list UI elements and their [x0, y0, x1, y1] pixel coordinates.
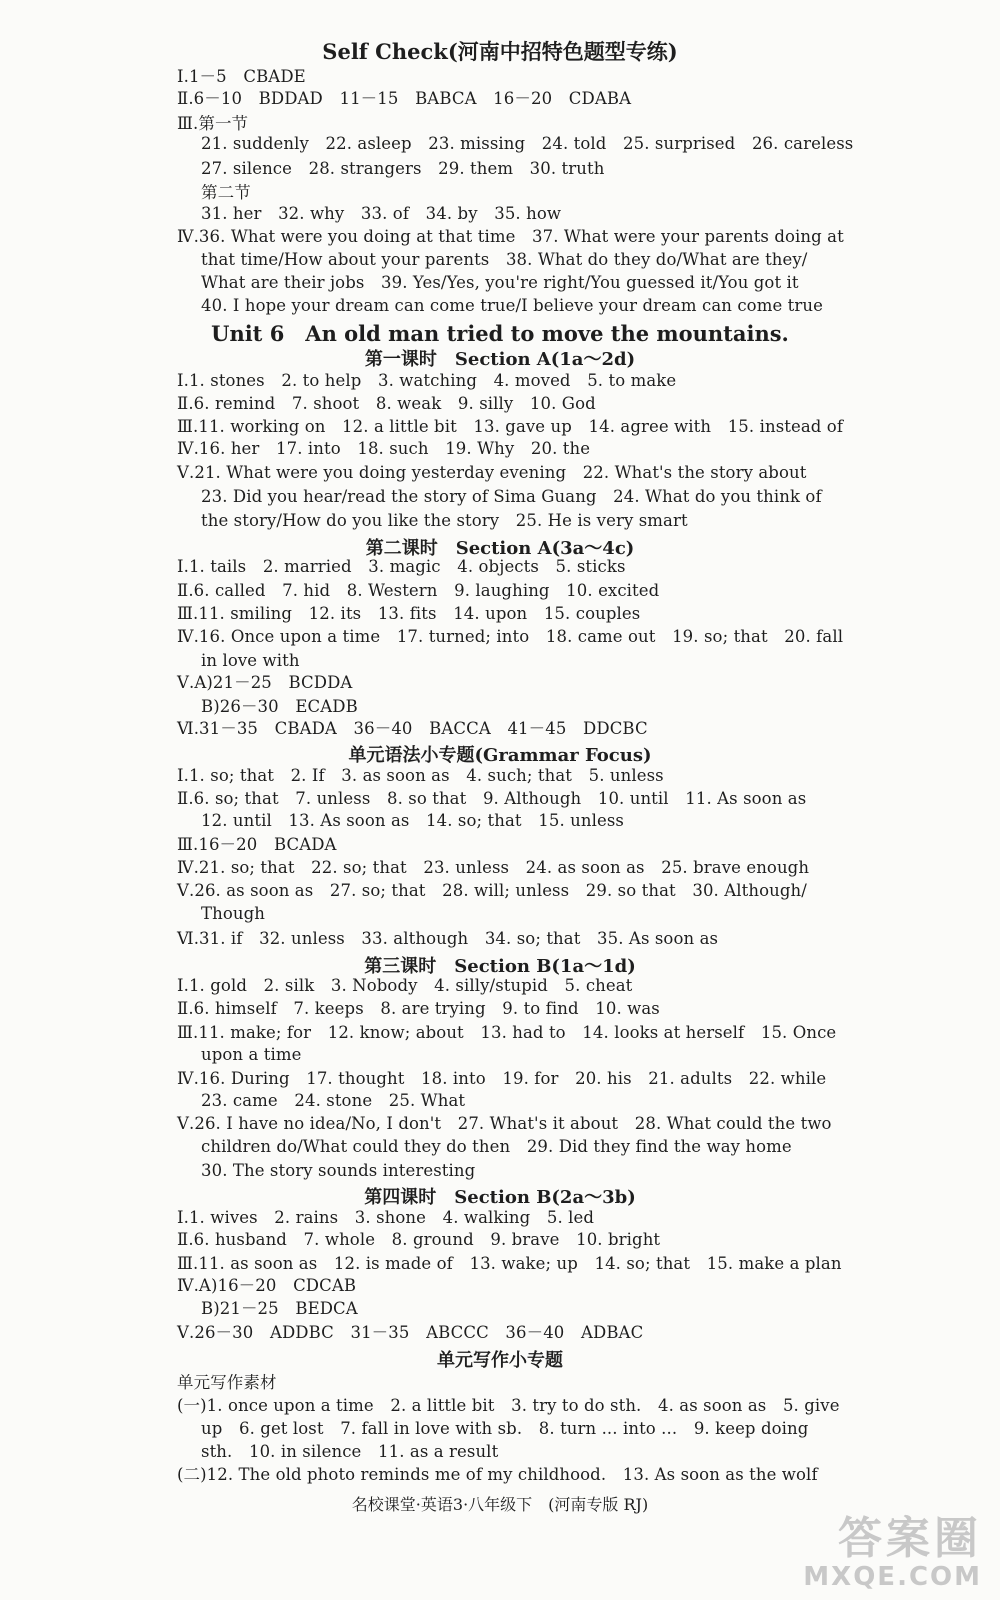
answer-line: in love with — [201, 651, 300, 670]
answer-line: Ⅰ.1. gold 2. silk 3. Nobody 4. silly/stupid 5. cheat — [177, 976, 633, 995]
answer-line: Ⅳ.16. Once upon a time 17. turned; into 18. came out 19. so; that 20. fall — [177, 627, 844, 646]
answer-line: the story/How do you like the story 25. He is very smart — [201, 511, 688, 530]
section-title: 单元语法小专题(Grammar Focus) — [348, 745, 652, 766]
answer-line: Ⅴ.26. I have no idea/No, I don't 27. What's it about 28. What could the two — [177, 1114, 832, 1133]
answer-line: 单元写作素材 — [177, 1373, 277, 1392]
answer-line: 23. came 24. stone 25. What — [201, 1091, 466, 1110]
answer-line: 12. until 13. As soon as 14. so; that 15. unless — [201, 811, 624, 830]
answer-line: that time/How about your parents 38. What do they do/What are they/ — [201, 250, 808, 269]
answer-line: Ⅰ.1. stones 2. to help 3. watching 4. moved 5. to make — [177, 371, 677, 390]
answer-line: Ⅲ.16－20 BCADA — [177, 835, 337, 854]
watermark-url: MXQE.COM — [803, 1562, 982, 1592]
answer-line: Ⅱ.6. called 7. hid 8. Western 9. laughing 10. excited — [177, 581, 660, 600]
answer-line: Ⅱ.6. husband 7. whole 8. ground 9. brave 10. bright — [177, 1230, 661, 1249]
section-title: 第四课时 Section B(2a～3b) — [364, 1187, 636, 1208]
answer-line: Ⅲ.11. smiling 12. its 13. fits 14. upon 15. couples — [177, 604, 641, 623]
answer-line: Ⅰ.1. wives 2. rains 3. shone 4. walking 5. led — [177, 1208, 595, 1227]
answer-line: 30. The story sounds interesting — [201, 1161, 476, 1180]
section-title: 第二课时 Section A(3a～4c) — [365, 538, 635, 559]
answer-line: Ⅱ.6. so; that 7. unless 8. so that 9. Although 10. until 11. As soon as — [177, 789, 807, 808]
answer-line: (二)12. The old photo reminds me of my childhood. 13. As soon as the wolf — [177, 1465, 818, 1484]
answer-line: Ⅵ.31. if 32. unless 33. although 34. so; that 35. As soon as — [177, 929, 719, 948]
answer-line: Ⅲ.第一节 — [177, 114, 249, 133]
answer-line: 23. Did you hear/read the story of Sima Guang 24. What do you think of — [201, 487, 822, 506]
answer-line: Ⅰ.1. tails 2. married 3. magic 4. objects 5. sticks — [177, 557, 626, 576]
answer-line: upon a time — [201, 1045, 302, 1064]
watermark-logo: 答案圈 — [838, 1513, 982, 1564]
section-title: Unit 6 An old man tried to move the mountains. — [211, 321, 789, 346]
answer-line: 31. her 32. why 33. of 34. by 35. how — [201, 204, 562, 223]
answer-line: Ⅴ.26. as soon as 27. so; that 28. will; unless 29. so that 30. Although/ — [177, 881, 807, 900]
answer-line: Ⅲ.11. working on 12. a little bit 13. gave up 14. agree with 15. instead of — [177, 417, 844, 436]
answer-line: Though — [201, 904, 265, 923]
answer-line: 40. I hope your dream can come true/I believe your dream can come true — [201, 296, 823, 315]
section-title: 第一课时 Section A(1a～2d) — [364, 349, 636, 370]
answer-line: 第二节 — [201, 183, 251, 202]
section-title: Self Check(河南中招特色题型专练) — [322, 39, 678, 64]
section-title: 单元写作小专题 — [437, 1350, 563, 1371]
answer-line: Ⅴ.A)21－25 BCDDA — [177, 673, 353, 692]
answer-line: Ⅰ.1. so; that 2. If 3. as soon as 4. such; that 5. unless — [177, 766, 664, 785]
section-title: 第三课时 Section B(1a～1d) — [364, 956, 636, 977]
answer-line: Ⅲ.11. make; for 12. know; about 13. had to 14. looks at herself 15. Once — [177, 1023, 837, 1042]
answer-line: B)26－30 ECADB — [201, 697, 358, 716]
answer-line: What are their jobs 39. Yes/Yes, you're right/You guessed it/You got it — [201, 273, 799, 292]
answer-line: Ⅳ.16. her 17. into 18. such 19. Why 20. the — [177, 439, 591, 458]
page-footer: 名校课堂·英语3·八年级下 (河南专版 RJ) — [351, 1495, 649, 1514]
answer-line: 27. silence 28. strangers 29. them 30. truth — [201, 159, 605, 178]
answer-line: Ⅳ.21. so; that 22. so; that 23. unless 24. as soon as 25. brave enough — [177, 858, 810, 877]
answer-line: Ⅱ.6. remind 7. shoot 8. weak 9. silly 10. God — [177, 394, 596, 413]
answer-line: (一)1. once upon a time 2. a little bit 3. try to do sth. 4. as soon as 5. give — [177, 1396, 840, 1415]
answer-line: Ⅱ.6－10 BDDAD 11－15 BABCA 16－20 CDABA — [177, 89, 632, 108]
answer-line: Ⅳ.16. During 17. thought 18. into 19. for 20. his 21. adults 22. while — [177, 1069, 827, 1088]
answer-line: 21. suddenly 22. asleep 23. missing 24. told 25. surprised 26. careless — [201, 134, 854, 153]
answer-line: Ⅴ.21. What were you doing yesterday evening 22. What's the story about — [177, 463, 807, 482]
watermark — [803, 1513, 982, 1592]
answer-line: Ⅴ.26－30 ADDBC 31－35 ABCCC 36－40 ADBAC — [177, 1323, 644, 1342]
answer-line: B)21－25 BEDCA — [201, 1299, 358, 1318]
answer-line: children do/What could they do then 29. Did they find the way home — [201, 1137, 792, 1156]
answer-line: sth. 10. in silence 11. as a result — [201, 1442, 499, 1461]
answer-line: Ⅱ.6. himself 7. keeps 8. are trying 9. to find 10. was — [177, 999, 660, 1018]
answer-line: Ⅵ.31－35 CBADA 36－40 BACCA 41－45 DDCBC — [177, 719, 648, 738]
answer-line: Ⅳ.36. What were you doing at that time 37. What were your parents doing at — [177, 227, 844, 246]
answer-line: Ⅰ.1－5 CBADE — [177, 67, 306, 86]
answer-line: Ⅳ.A)16－20 CDCAB — [177, 1276, 357, 1295]
answer-line: up 6. get lost 7. fall in love with sb. 8. turn ... into ... 9. keep doing — [201, 1419, 809, 1438]
answer-line: Ⅲ.11. as soon as 12. is made of 13. wake; up 14. so; that 15. make a plan — [177, 1254, 842, 1273]
